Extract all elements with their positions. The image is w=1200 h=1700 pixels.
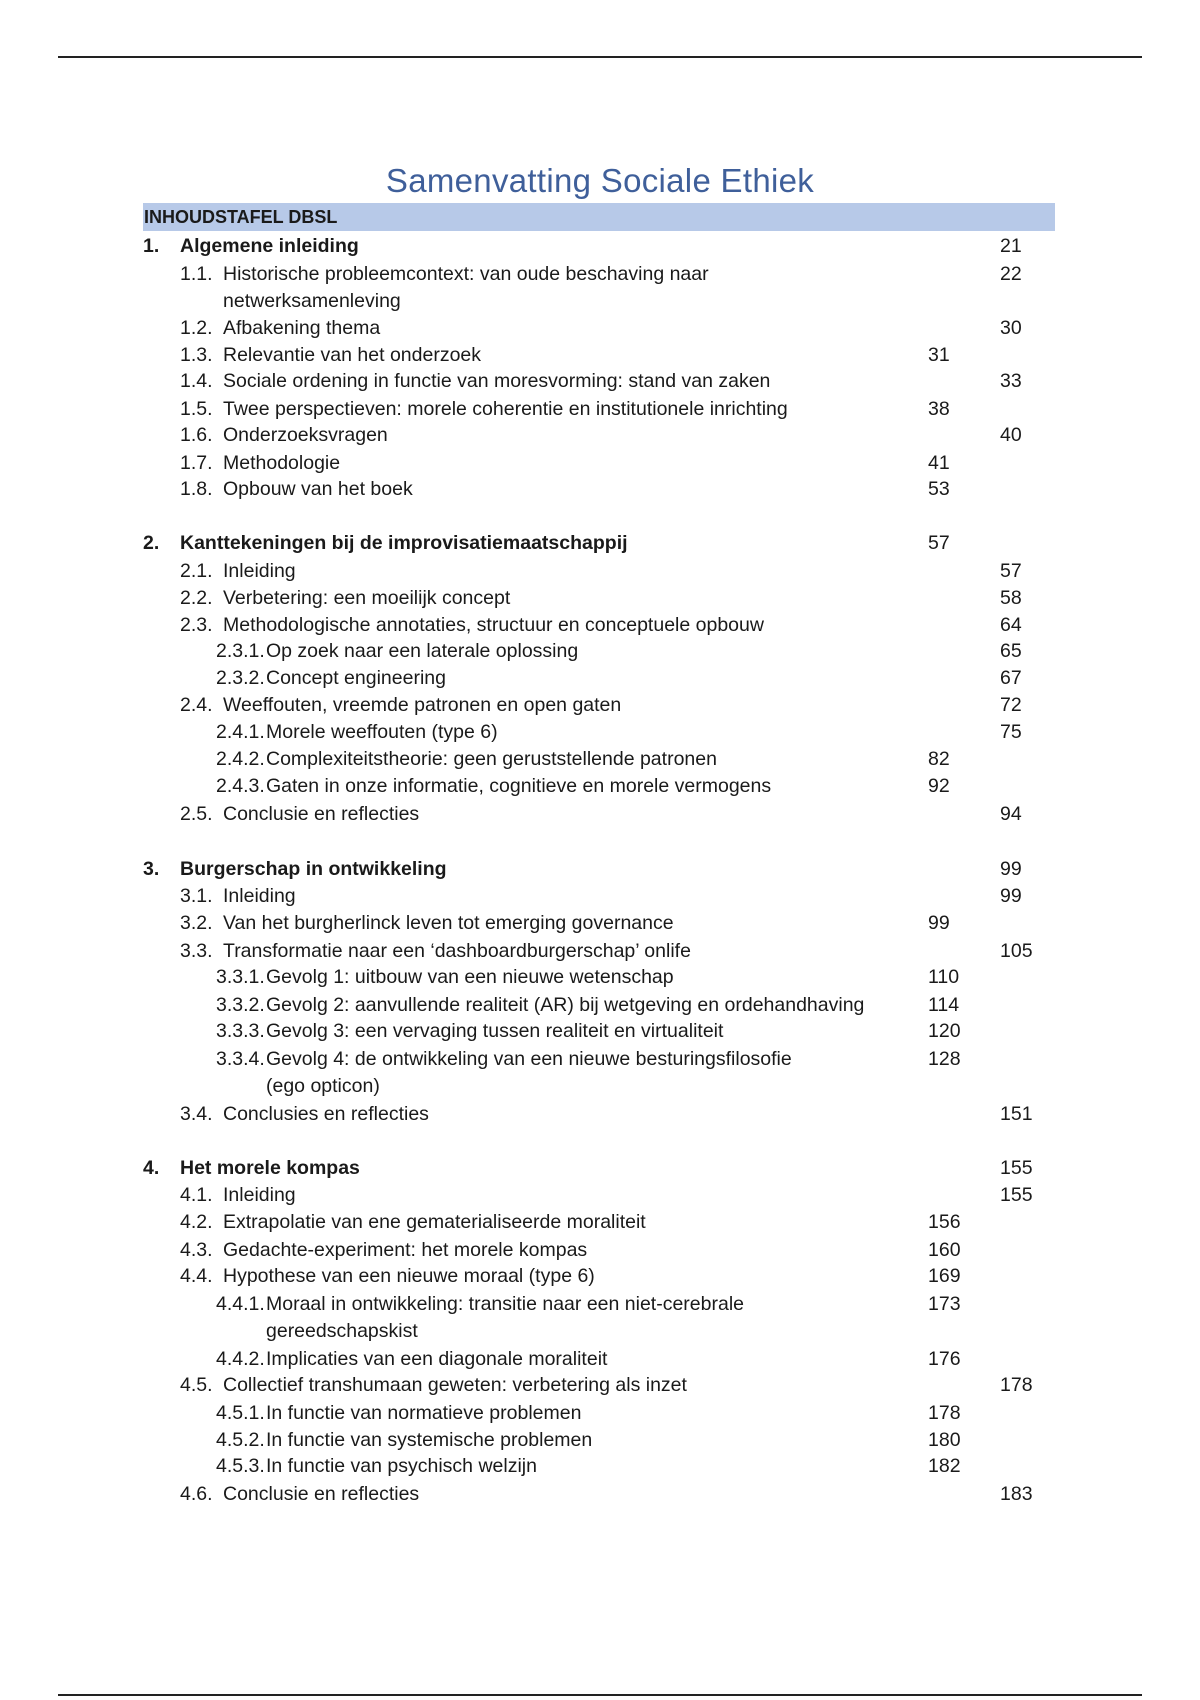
toc-page: 82 [928, 748, 950, 770]
toc-heading: INHOUDSTAFEL DBSL [143, 203, 1055, 231]
toc-page: 180 [928, 1429, 961, 1451]
toc-page: 21 [1000, 235, 1022, 257]
toc-page: 178 [928, 1402, 961, 1424]
toc-page: 22 [1000, 263, 1022, 285]
toc-page: 75 [1000, 721, 1022, 743]
toc-page: 99 [1000, 858, 1022, 880]
toc-page: 57 [928, 532, 950, 554]
toc-page: 53 [928, 478, 950, 500]
toc-page: 183 [1000, 1483, 1033, 1505]
toc-page: 176 [928, 1348, 961, 1370]
toc-page: 173 [928, 1293, 961, 1315]
toc-page: 178 [1000, 1374, 1033, 1396]
toc-page: 30 [1000, 317, 1022, 339]
toc-page: 33 [1000, 370, 1022, 392]
toc-page: 120 [928, 1020, 961, 1042]
toc-page: 38 [928, 398, 950, 420]
toc-page: 151 [1000, 1103, 1033, 1125]
toc-page: 160 [928, 1239, 961, 1261]
toc-page: 64 [1000, 614, 1022, 636]
toc-page: 40 [1000, 424, 1022, 446]
toc-page: 114 [928, 994, 960, 1016]
toc-page: 182 [928, 1455, 961, 1477]
toc-page: 58 [1000, 587, 1022, 609]
footer-rule [58, 1694, 1142, 1696]
toc-page: 94 [1000, 803, 1022, 825]
toc-page: 110 [928, 966, 960, 988]
toc-page: 99 [928, 912, 950, 934]
toc-page: 72 [1000, 694, 1022, 716]
toc-page: 156 [928, 1211, 961, 1233]
document-title: Samenvatting Sociale Ethiek [385, 162, 815, 199]
toc-page: 31 [928, 344, 950, 366]
toc-page: 41 [928, 452, 950, 474]
toc-page: 92 [928, 775, 950, 797]
toc-page: 169 [928, 1265, 961, 1287]
toc-page: 155 [1000, 1184, 1033, 1206]
toc-page: 155 [1000, 1157, 1033, 1179]
toc-page: 65 [1000, 640, 1022, 662]
toc-page: 128 [928, 1048, 961, 1070]
header-rule [58, 56, 1142, 58]
toc-page: 99 [1000, 885, 1022, 907]
toc-page: 57 [1000, 560, 1022, 582]
toc-page: 105 [1000, 940, 1033, 962]
toc-page: 67 [1000, 667, 1022, 689]
